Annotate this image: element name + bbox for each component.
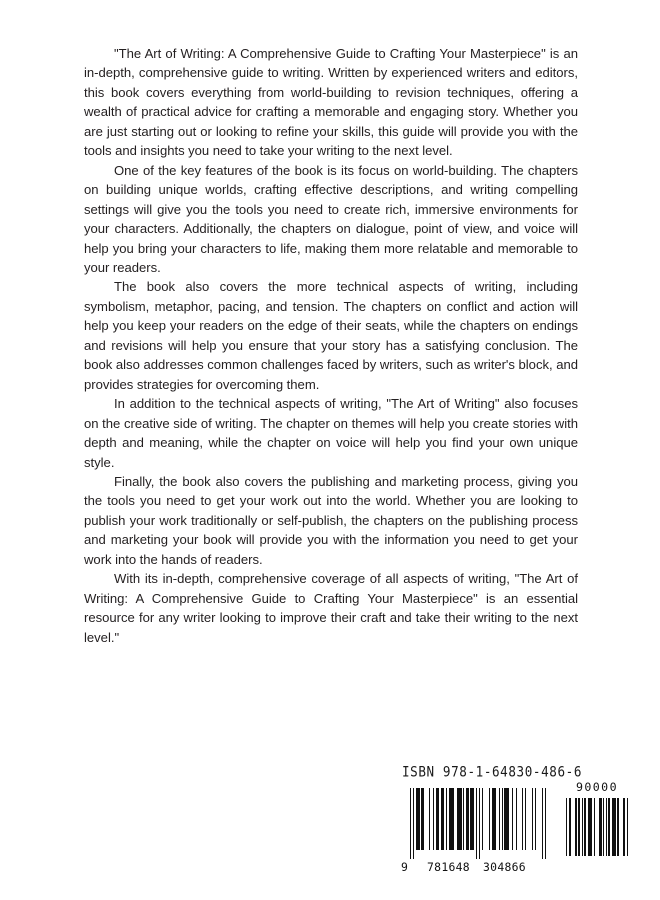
ean5-addon-barcode xyxy=(566,780,628,856)
blurb-paragraph: The book also covers the more technical aspects of writing, including symbolism, metaphor, pacing, and tension. The chapters on conflict and action will help you keep your readers on the edge of their seats, while the chapters on endings and revisions will help you ensure that your story has a satisfying conclusion. The book also addresses common challenges faced by writers, such as writer's block, and provides strategies for overcoming them. xyxy=(84,279,578,392)
ean13-left-group: 781648 xyxy=(427,860,470,874)
ean13-right-group: 304866 xyxy=(483,860,526,874)
blurb-paragraph: Finally, the book also covers the publishing and marketing process, giving you the tools you need to get your work out into the world. Whether you are looking to publish your work traditionally or self-publish, the chapters on the publishing process and marketing your book will provide you with the information you need to get your work into the hands of readers. xyxy=(84,473,578,567)
isbn-label: ISBN 978-1-64830-486-6 xyxy=(402,763,583,780)
blurb-paragraph: In addition to the technical aspects of writing, "The Art of Writing" also focuses on the creative side of writing. The chapter on themes will help you create stories with depth and meaning, while the chapter on voice will help you find your own unique style. xyxy=(84,396,578,470)
ean13-lead-digit: 9 xyxy=(401,860,409,874)
ean13-digits xyxy=(401,860,546,875)
ean13-barcode xyxy=(401,788,546,875)
blurb-paragraph: One of the key features of the book is its focus on world-building. The chapters on building unique worlds, crafting effective descriptions, and writing compelling settings will give you the tools you need to create rich, immersive environments for your characters. Additionally, the chapters on dialogue, point of view, and voice will help you bring your characters to life, making them more relatable and memorable to your readers. xyxy=(84,162,578,275)
barcode-symbols xyxy=(398,780,630,884)
barcode-block xyxy=(398,763,630,884)
blurb-paragraph: With its in-depth, comprehensive coverage of all aspects of writing, "The Art of Writing: A Comprehensive Guide to Crafting Your Masterpiece" is an essential resource for any writer looking to improve their craft and take their writing to the next level." xyxy=(84,571,578,645)
ean13-bars xyxy=(410,788,546,850)
blurb-paragraph: "The Art of Writing: A Comprehensive Guide to Crafting Your Masterpiece" is an in-depth, comprehensive guide to writing. Written by experienced writers and editors, this book covers everything from world-building to revision techniques, offering a wealth of practical advice for crafting a memorable and engaging story. Whether you are just starting out or looking to refine your skills, this guide will provide you with the tools and insights you need to take your writing to the next level. xyxy=(84,46,578,159)
ean5-bars xyxy=(566,798,628,856)
back-cover-blurb xyxy=(84,44,578,647)
ean5-addon-digits: 90000 xyxy=(576,780,618,794)
